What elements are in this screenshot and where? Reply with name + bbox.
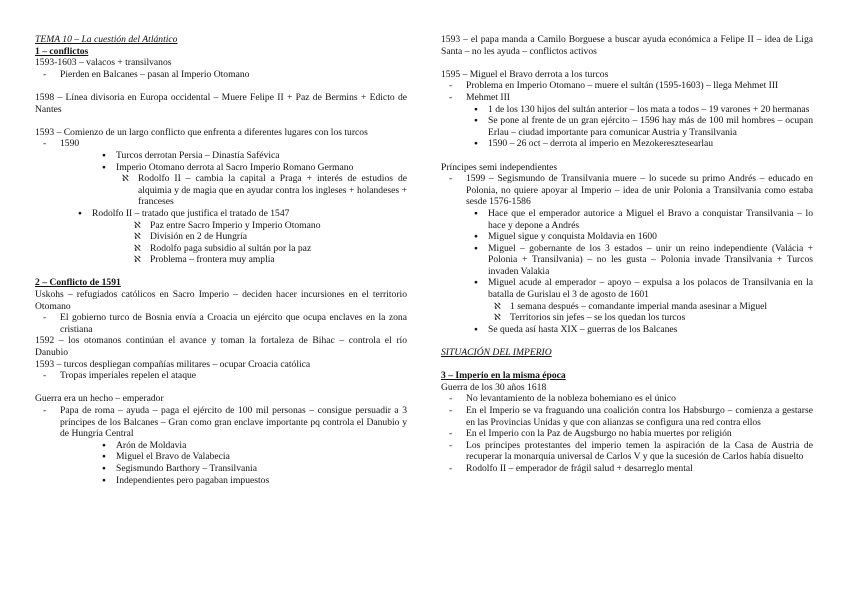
situacion-heading: SITUACIÓN DEL IMPERIO [441,347,552,359]
list-item-text: Papa de roma – ayuda – paga el ejército de 100 mil personas – consigue persuadir a 3 príncipes de los Balcanes – Gran como gran enclave importante pq controla el Danubio y de Hungría Central [60,405,407,440]
list-item: - No levantamiento de la nobleza bohemiano es el único [441,393,813,405]
bullet-item: ● Miguel sigue y conquista Moldavia en 1600 [466,231,813,243]
bullet-item: ● Independientes pero pagaban impuestos [94,475,407,487]
bullet-item: ● Se queda así hasta XIX – guerras de los Balcanes [466,324,813,336]
dash-list [441,80,813,150]
bullet-list [466,208,813,336]
list-item: - Rodolfo II – emperador de frágil salud + desarreglo mental [441,463,813,475]
tema-title: TEMA 10 – La cuestión del Atlántico [35,34,178,45]
sub-list [116,173,407,208]
bullet-item-text: Imperio Otomano derrota al Sacro Imperio Romano Germano [116,161,354,173]
paragraph: 1592 – los otomanos continúan el avance y toman la fortaleza de Bihac – controla el río Danubio [35,335,407,359]
section-2-heading: 2 – Conflicto de 1591 [35,277,121,289]
list-item: - Los príncipes protestantes del imperio temen la aspiración de la Casa de Austria de recuperar la monarquía universal de Carlos V y que la sucesión de Carlos había disuelto [441,440,813,463]
sub-item: ℵ Problema – frontera muy amplia [128,254,407,266]
sub-item: ℵ División en 2 de Hungría [128,231,407,243]
list-item-text: Mehmet III [466,91,510,103]
paragraph: 1593-1603 – valacos + transilvanos [35,57,172,69]
bullet-item: ● Miguel – gobernante de los 3 estados – unir un reino independiente (Valácia + Polonia + Transilvania) – no les gusta – Polonia invade Transilvania + Turcos invaden Valakia [466,243,813,278]
paragraph: 1598 – Línea divisoria en Europa occidental – Muere Felipe II + Paz de Bermins + Edicto de Nantes [35,91,407,115]
sub-item: ℵ Rodolfo paga subsidio al sultán por la paz [128,243,407,255]
list-item: - El gobierno turco de Bosnia envía a Croacia un ejército que ocupa enclaves en la zona cristiana [35,312,407,335]
bullet-item: ● 1590 – 26 oct – derrota al imperio en Mezokeresztesearlau [466,138,813,150]
bullet-list [70,208,407,266]
sub-list [488,301,813,324]
section-1-heading: 1 – conflictos [35,45,89,57]
bullet-item [94,162,407,208]
dash-list [441,173,813,335]
paragraph: 1593 – el papa manda a Camilo Borguese a buscar ayuda económica a Felipe II – idea de Liga Santa – no les ayuda – conflictos activos [441,34,813,57]
list-item [35,405,407,486]
section-3-heading: 3 – Imperio en la misma época [441,370,566,382]
dash-list [35,69,407,81]
sub-item: ℵ Paz entre Sacro Imperio y Imperio Otomano [128,220,407,232]
list-item-text: 1590 [60,138,80,150]
paragraph: 1593 – turcos despliegan compañías militares – ocupar Croacia católica [35,358,311,370]
paragraph: Príncipes semi independientes [441,161,558,173]
dash-list [35,312,407,335]
sub-list [128,220,407,266]
bullet-list [466,104,813,150]
list-item: - En el Imperio con la Paz de Augsburgo no había muertes por religión [441,428,813,440]
bullet-item [70,208,407,266]
bullet-item: ● Hace que el emperador autorice a Miguel el Bravo a conquistar Transilvania – lo hace y depone a Andrés [466,208,813,231]
bullet-item: ● Se pone al frente de un gran ejército – 1596 hay más de 100 mil hombres – ocupan Erlau – ciudad importante para comunicar Austria y Transilvania [466,115,813,138]
dash-list [35,370,407,382]
list-item [441,92,813,150]
dash-list [441,393,813,474]
bullet-item-text: Miguel acude al emperador – apoyo – expulsa a los polacos de Transilvania en la batalla de Gurislau el 3 de agosto de 1601 [488,277,813,301]
bullet-item: ● Segismundo Barthory – Transilvania [94,463,407,475]
sub-item: ℵ Territorios sin jefes – se los quedan los turcos [488,312,813,324]
paragraph: Guerra de los 30 años 1618 [441,381,547,393]
paragraph: Uskohs – refugiados católicos en Sacro Imperio – deciden hacer incursiones en el territorio Otomano [35,289,407,312]
left-column [35,34,407,486]
list-item-text: 1599 – Segismundo de Transilvania muere – lo sucede su primo Andrés – educado en Polonia, no quiere apoyar al Imperio – idea de unir Polonia a Transilvania como estaba sesde 1576-1586 [466,173,813,208]
bullet-item-text: Rodolfo II – tratado que justifica el tratado de 1547 [92,207,290,219]
bullet-item: ● Arón de Moldavia [94,440,407,452]
list-item: - Pierden en Balcanes – pasan al Imperio Otomano [35,69,407,81]
bullet-item: ● 1 de los 130 hijos del sultán anterior – los mata a todos – 19 varones + 20 hermanas [466,104,813,116]
bullet-list [94,150,407,208]
bullet-item: ● Turcos derrotan Persia – Dinastía Safévica [94,150,407,162]
list-item [35,138,407,266]
paragraph: 1593 – Comienzo de un largo conflicto que enfrenta a diferentes lugares con los turcos [35,126,368,138]
sub-item: ℵ Rodolfo II – cambia la capital a Praga + interés de estudios de alquimia y de magia que en ayudar contra los ingleses + holandeses + franceses [116,173,407,208]
paragraph: 1595 – Miguel el Bravo derrota a los turcos [441,68,609,80]
dash-list [35,138,407,266]
list-item: - Problema en Imperio Otomano – muere el sultán (1595-1603) – llega Mehmet III [441,80,813,92]
list-item: - Tropas imperiales repelen el ataque [35,370,407,382]
paragraph: Guerra era un hecho – emperador [35,393,164,405]
list-item [441,173,813,335]
bullet-item: ● Miguel el Bravo de Valabecia [94,451,407,463]
dash-list [35,405,407,486]
bullet-item [466,277,813,323]
sub-item: ℵ 1 semana después – comandante imperial manda asesinar a Miguel [488,301,813,313]
right-column [441,34,813,475]
bullet-list [94,440,407,486]
list-item: - En el Imperio se va fraguando una coalición contra los Habsburgo – comienza a gestarse en las Provincias Unidas y que con alianzas se configura una red contra ellos [441,405,813,428]
